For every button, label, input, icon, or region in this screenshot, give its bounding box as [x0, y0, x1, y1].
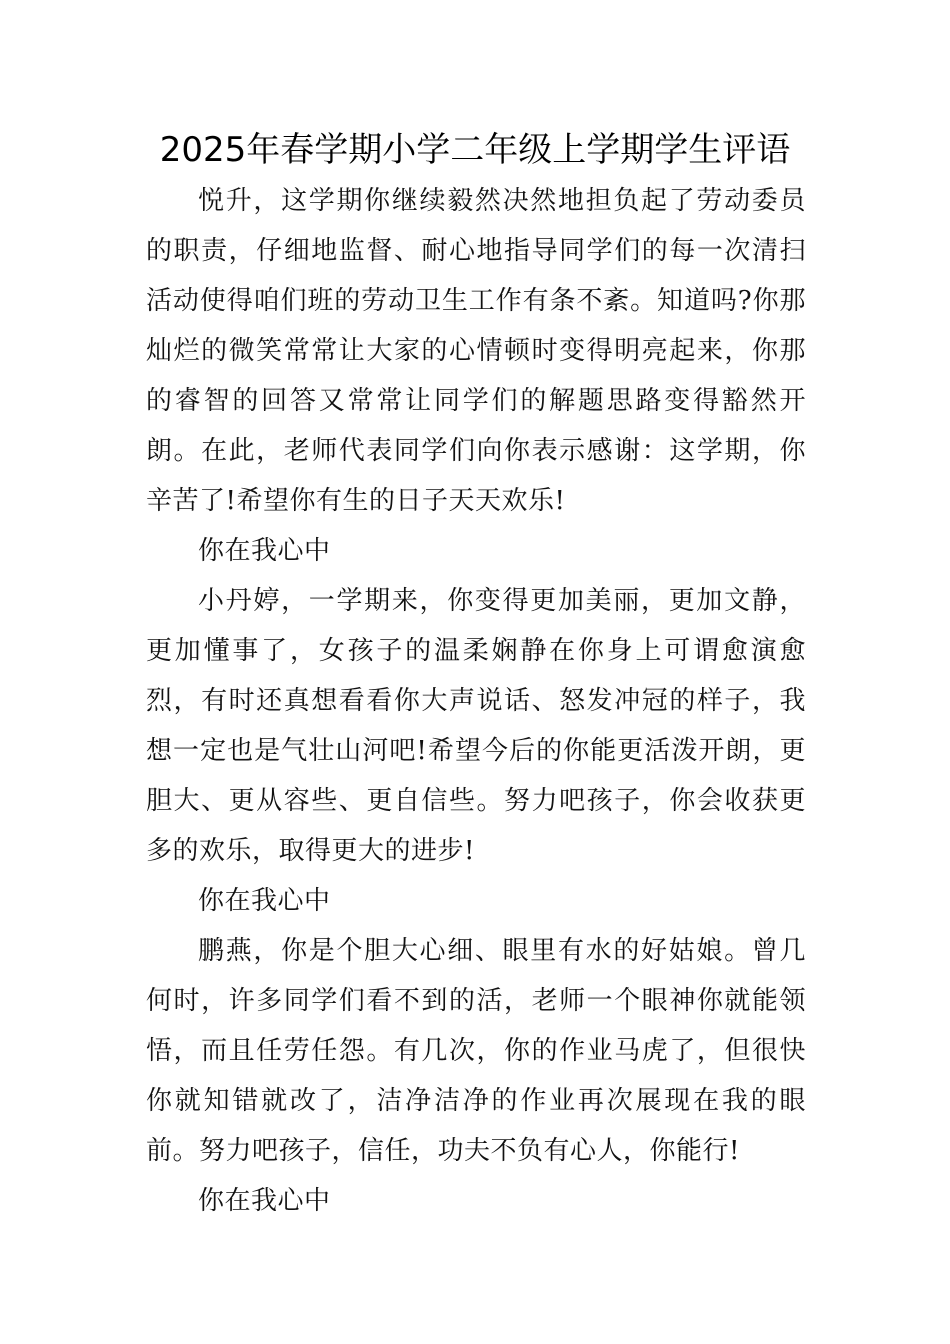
paragraph-comment-dantin: 小丹婷，一学期来，你变得更加美丽，更加文静，更加懂事了，女孩子的温柔娴静在你身上可谓愈演愈烈，有时还真想看看你大声说话、怒发冲冠的样子，我想一定也是气壮山河吧!希望今后的你能更活泼开朗，更胆大、更从容些、更自信些。努力吧孩子，你会收获更多的欢乐，取得更大的进步! — [146, 586, 806, 866]
paragraph-comment-yuesheng: 悦升，这学期你继续毅然决然地担负起了劳动委员的职责，仔细地监督、耐心地指导同学们的每一次清扫活动使得咱们班的劳动卫生工作有条不紊。知道吗?你那灿烂的微笑常常让大家的心情顿时变得明亮起来，你那的睿智的回答又常常让同学们的解题思路变得豁然开朗。在此，老师代表同学们向你表示感谢：这学期，你辛苦了!希望你有生的日子天天欢乐! — [146, 186, 806, 516]
paragraph-signoff: 你在我心中 — [198, 1186, 331, 1216]
document-body — [146, 176, 806, 1226]
paragraph-comment-pengyan: 鹏燕，你是个胆大心细、眼里有水的好姑娘。曾几何时，许多同学们看不到的活，老师一个眼神你就能领悟，而且任劳任怨。有几次，你的作业马虎了，但很快你就知错就改了，洁净洁净的作业再次展现在我的眼前。努力吧孩子，信任，功夫不负有心人，你能行! — [146, 936, 806, 1166]
paragraph-signoff: 你在我心中 — [198, 536, 331, 566]
document-title: 2025年春学期小学二年级上学期学生评语 — [159, 130, 791, 170]
paragraph-signoff: 你在我心中 — [198, 886, 331, 916]
